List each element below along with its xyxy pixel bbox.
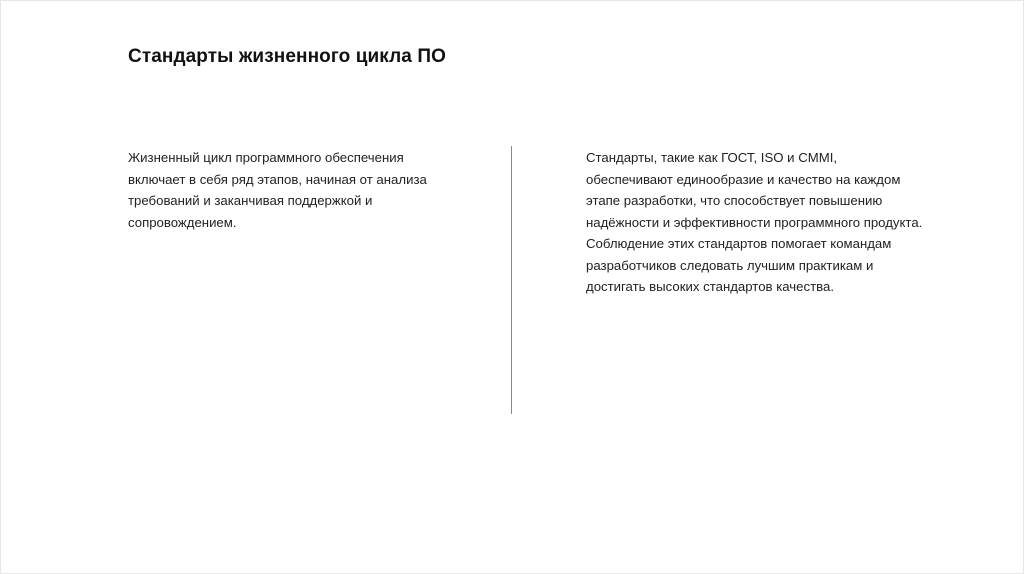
right-column-text: Стандарты, такие как ГОСТ, ISO и CMMI, обеспечивают единообразие и качество на каждом этапе разработки, что способствует повышению надёжности и эффективности программного продукта. Соблюдение этих стандартов помогает командам разработчиков следовать лучшим практикам и достигать высоких стандартов качества.	[586, 150, 923, 294]
slide-title: Стандарты жизненного цикла ПО	[128, 46, 446, 67]
left-column-text: Жизненный цикл программного обеспечения включает в себя ряд этапов, начиная от анализа требований и заканчивая поддержкой и сопровождением.	[128, 150, 427, 230]
column-divider	[511, 146, 512, 414]
